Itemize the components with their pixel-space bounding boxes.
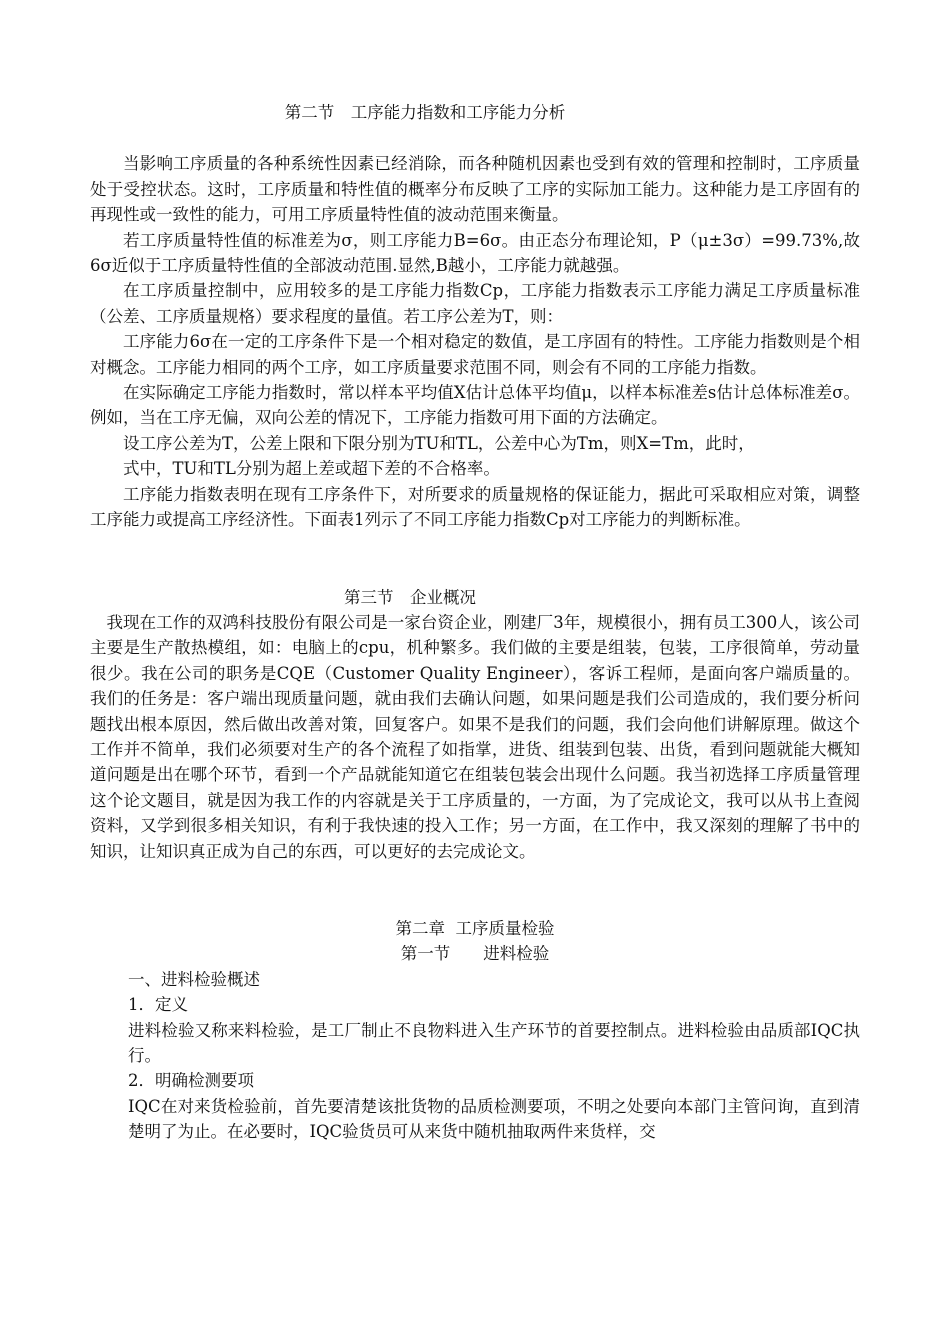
chapter2-item-2: 1．定义 bbox=[128, 995, 188, 1015]
chapter2-item-3: 进料检验又称来料检验，是工厂制止不良物料进入生产环节的首要控制点。进料检验由品质部IQC执行。 bbox=[128, 1020, 860, 1065]
section2-paragraph-7: 式中，TU和TL分别为超上差或超下差的不合格率。 bbox=[123, 459, 500, 479]
spacer bbox=[90, 864, 860, 916]
section2-paragraph-5: 在实际确定工序能力指数时，常以样本平均值X估计总体平均值μ，以样本标准差s估计总体标准差σ。例如，当在工序无偏，双向公差的情况下，工序能力指数可用下面的方法确定。 bbox=[90, 383, 860, 428]
document-page bbox=[90, 100, 860, 1145]
chapter2-item-5: IQC在对来货检验前，首先要清楚该批货物的品质检测要项，不明之处要向本部门主管问询，直到清楚明了为止。在必要时，IQC验货员可从来货中随机抽取两件来货样，交 bbox=[128, 1096, 860, 1142]
section3-paragraph: 我现在工作的双鸿科技股份有限公司是一家台资企业，刚建厂3年，规模很小，拥有员工300人，该公司主要是生产散热模组，如：电脑上的cpu，机种繁多。我们做的主要是组装，包装，工序很简单，劳动量很少。我在公司的职务是CQE（Customer Quality Engineer），客诉工程师，是面向客户端质量的。我们的任务是：客户端出现质量问题，就由我们去确认问题，如果问题是我们公司造成的，我们要分析问题找出根本原因，然后做出改善对策，回复客户。如果不是我们的问题，我们会向他们讲解原理。做这个工作并不简单，我们必须要对生产的各个流程了如指掌，进货、组装到包装、出货，看到问题就能大概知道问题是出在哪个环节，看到一个产品就能知道它在组装包装会出现什么问题。我当初选择工序质量管理这个论文题目，就是因为我工作的内容就是关于工序质量的，一方面，为了完成论文，我可以从书上查阅资料，又学到很多相关知识，有利于我快速的投入工作；另一方面，在工作中，我又深刻的理解了书中的知识，让知识真正成为自己的东西，可以更好的去完成论文。 bbox=[90, 612, 860, 861]
section3-title: 第三节 企业概况 bbox=[344, 587, 476, 607]
section2-paragraph-8: 工序能力指数表明在现有工序条件下，对所要求的质量规格的保证能力，据此可采取相应对策，调整工序能力或提高工序经济性。下面表1列示了不同工序能力指数Cp对工序能力的判断标准。 bbox=[90, 484, 860, 530]
section2-paragraph-2: 若工序质量特性值的标准差为σ，则工序能力B=6σ。由正态分布理论知，P（μ±3σ）=99.73%,故6σ近似于工序质量特性值的全部波动范围.显然,B越小，工序能力就越强。 bbox=[90, 230, 860, 276]
spacer bbox=[90, 125, 860, 151]
spacer bbox=[90, 533, 860, 585]
section2-paragraph-1: 当影响工序质量的各种系统性因素已经消除，而各种随机因素也受到有效的管理和控制时，工序质量处于受控状态。这时，工序质量和特性值的概率分布反映了工序的实际加工能力。这种能力是工序固有的再现性或一致性的能力，可用工序质量特性值的波动范围来衡量。 bbox=[90, 154, 860, 225]
chapter2-item-4: 2．明确检测要项 bbox=[128, 1071, 254, 1091]
chapter2-section1-title: 第一节 进料检验 bbox=[400, 944, 550, 964]
chapter2-item-1: 一、进料检验概述 bbox=[128, 969, 260, 989]
section2-title: 第二节 工序能力指数和工序能力分析 bbox=[284, 103, 566, 122]
section2-paragraph-3: 在工序质量控制中，应用较多的是工序能力指数Cp，工序能力指数表示工序能力满足工序质量标准（公差、工序质量规格）要求程度的量值。若工序公差为T，则： bbox=[90, 281, 860, 326]
chapter2-title: 第二章 工序质量检验 bbox=[395, 918, 555, 938]
section2-paragraph-6: 设工序公差为T，公差上限和下限分别为TU和TL，公差中心为Tm，则X=Tm，此时， bbox=[123, 433, 755, 453]
section2-paragraph-4: 工序能力6σ在一定的工序条件下是一个相对稳定的数值，是工序固有的特性。工序能力指数则是个相对概念。工序能力相同的两个工序，如工序质量要求范围不同，则会有不同的工序能力指数。 bbox=[90, 332, 860, 377]
